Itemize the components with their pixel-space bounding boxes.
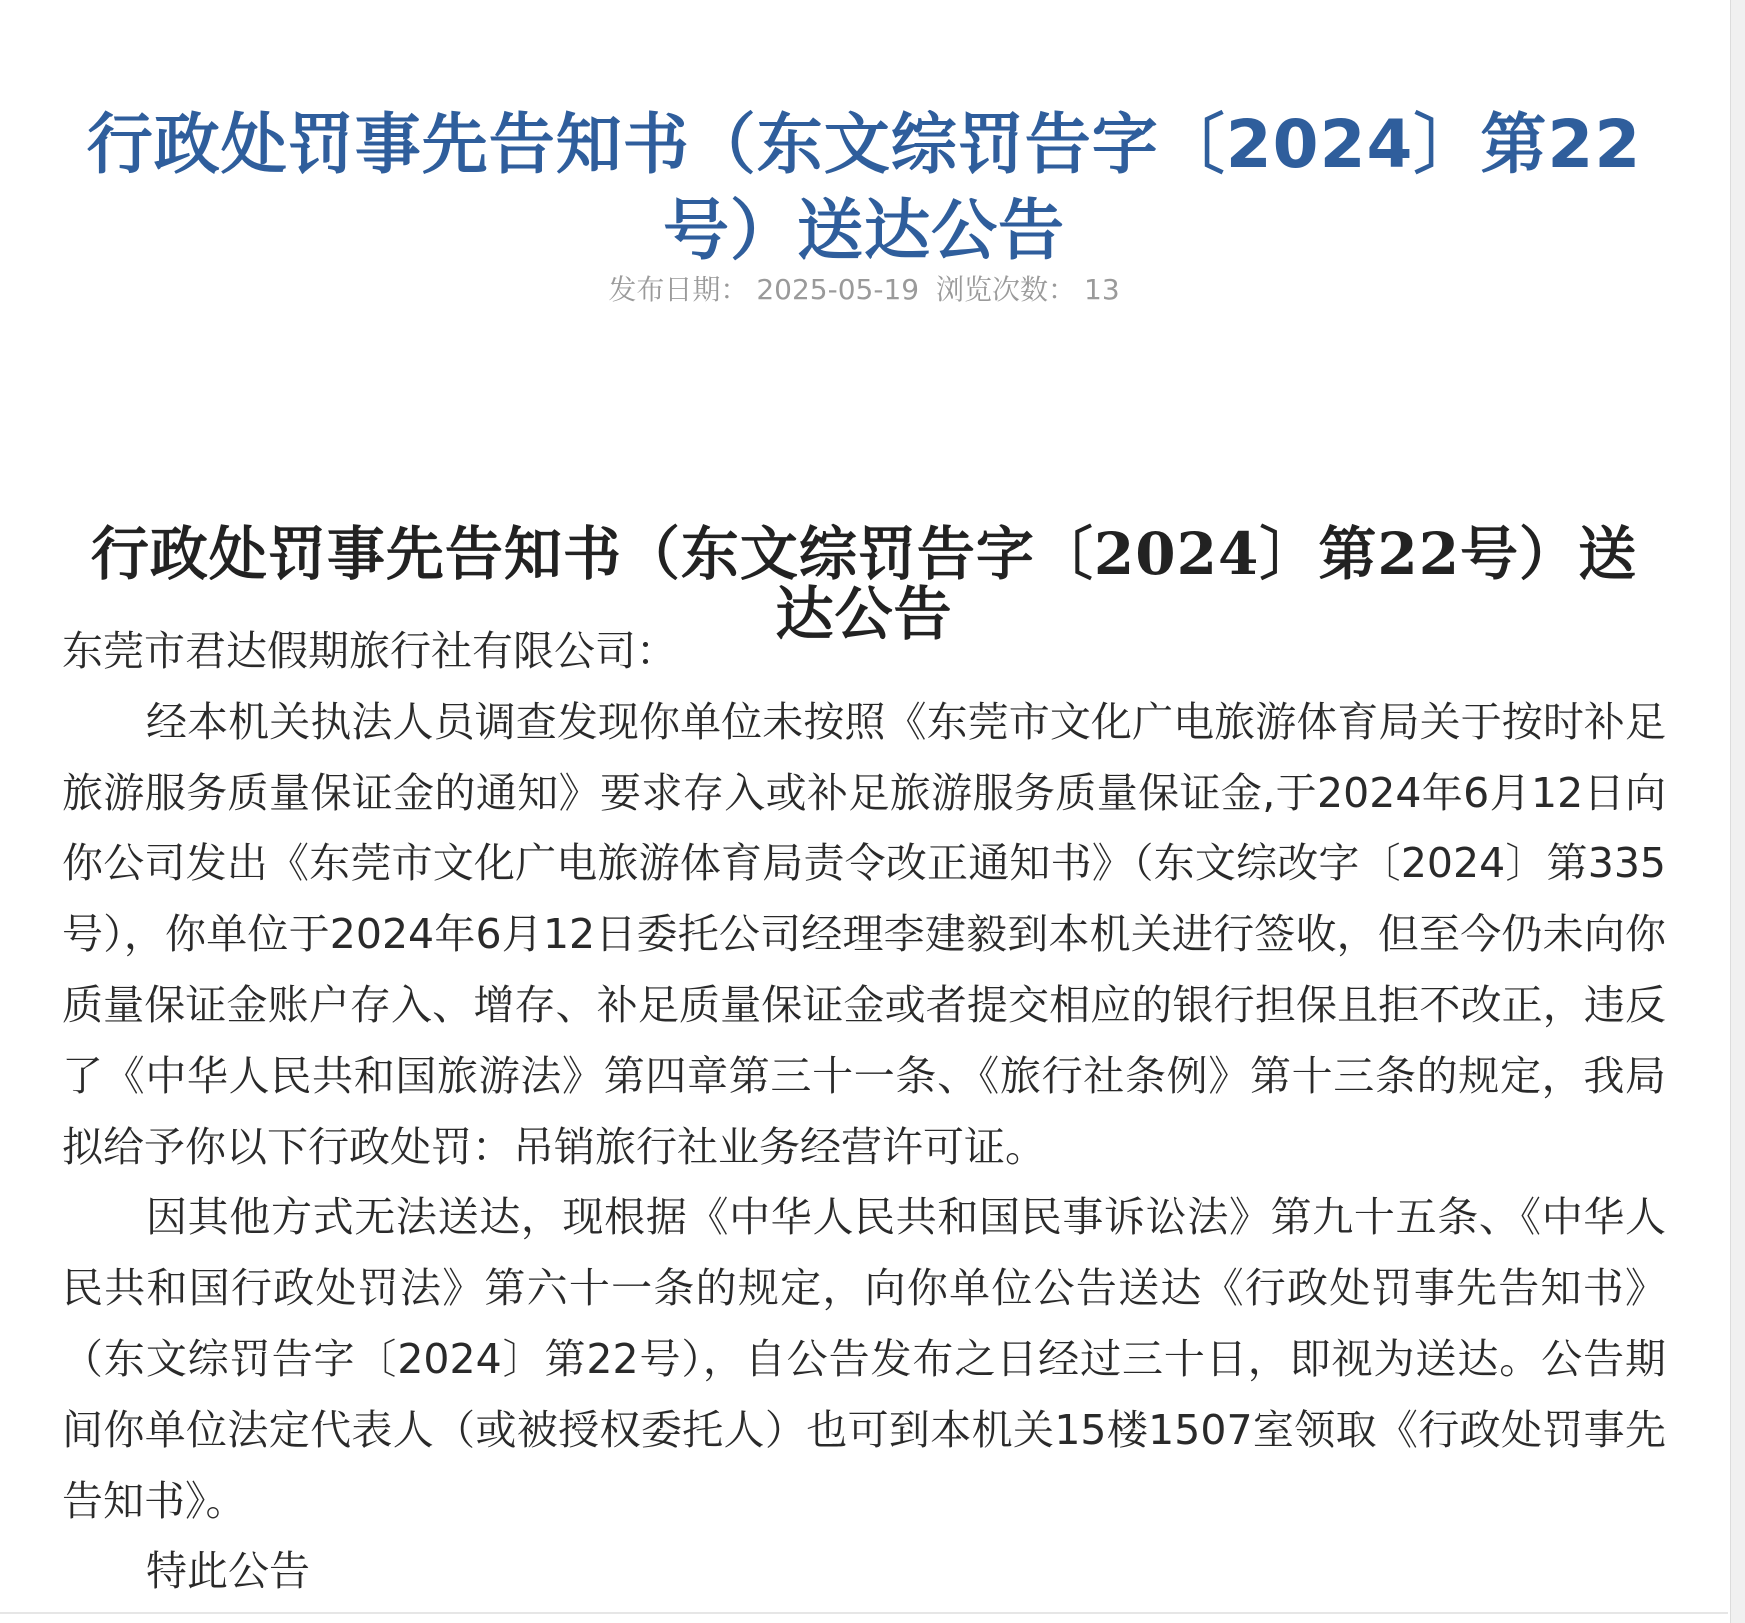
divider [0,1612,1728,1614]
publish-date: 2025-05-19 [756,273,920,306]
closing-line: 特此公告 [146,1547,310,1596]
article-meta [0,270,1728,310]
document-body [62,616,1666,1607]
publish-date-label: 发布日期： [608,273,749,306]
paragraph-service-notice: 因其他方式无法送达，现根据《中华人民共和国民事诉讼法》第九十五条、《中华人民共和国行政处罚法》第六十一条的规定，向你单位公告送达《行政处罚事先告知书》（东文综罚告字〔2024〕第22号），自公告发布之日经过三十日，即视为送达。公告期间你单位法定代表人（或被授权委托人）也可到本机关15楼1507室领取《行政处罚事先告知书》。 [62,1193,1666,1525]
page-title: 行政处罚事先告知书（东文综罚告字〔2024〕第22号）送达公告 [86,106,1642,270]
document-title: 行政处罚事先告知书（东文综罚告字〔2024〕第22号）送达公告 [90,520,1638,649]
addressee: 东莞市君达假期旅行社有限公司： [62,627,677,675]
scrollbar-track[interactable] [1730,0,1745,1623]
paragraph-findings: 经本机关执法人员调查发现你单位未按照《东莞市文化广电旅游体育局关于按时补足旅游服务质量保证金的通知》要求存入或补足旅游服务质量保证金,于2024年6月12日向你公司发出《东莞市文化广电旅游体育局责令改正通知书》（东文综改字〔2024〕第335号），你单位于2024年6月12日委托公司经理李建毅到本机关进行签收，但至今仍未向你质量保证金账户存入、增存、补足质量保证金或者提交相应的银行担保且拒不改正，违反了《中华人民共和国旅游法》第四章第三十一条、《旅行社条例》第十三条的规定，我局拟给予你以下行政处罚：吊销旅行社业务经营许可证。 [62,697,1666,1171]
views-count: 13 [1084,273,1120,306]
views-label: 浏览次数： [936,273,1077,306]
